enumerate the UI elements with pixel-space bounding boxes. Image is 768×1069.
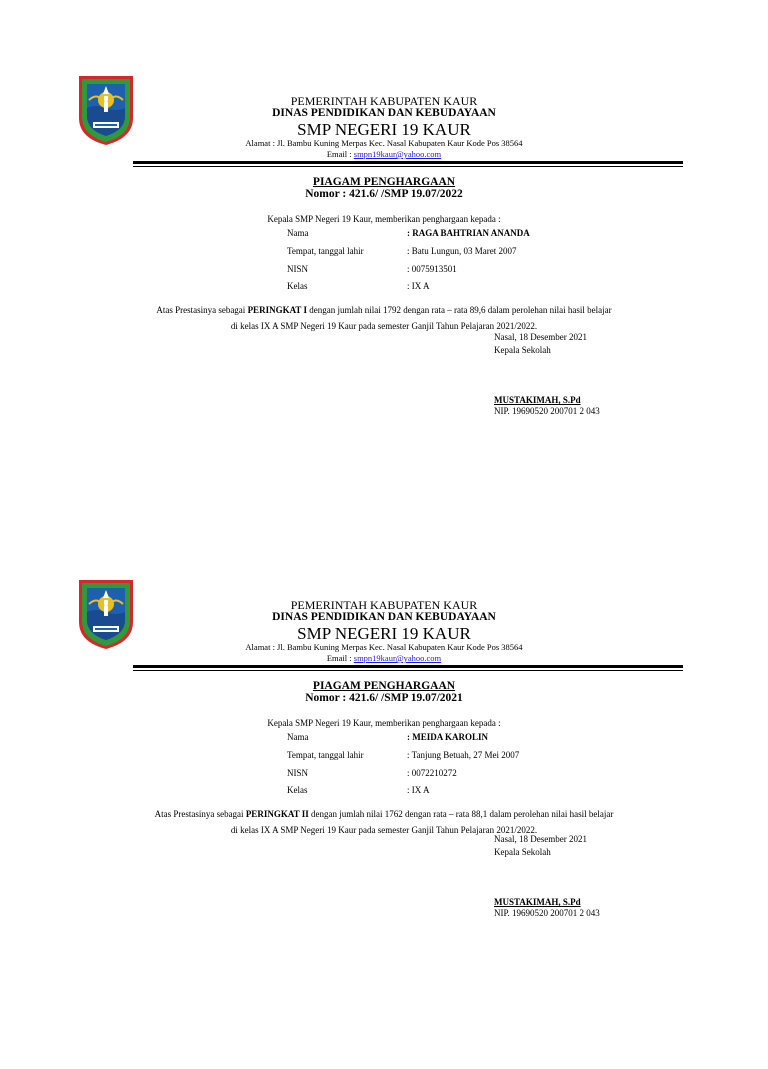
email-line: [0, 149, 768, 159]
certificate-title: PIAGAM PENGHARGAAN: [312, 176, 456, 188]
achievement-pre: Atas Prestasinya sebagai: [156, 305, 248, 315]
header-divider-thin: [133, 166, 683, 167]
achievement-pre: Atas Prestasinya sebagai: [154, 809, 246, 819]
achievement-rank: PERINGKAT I: [247, 305, 307, 315]
field-value-class: : IX A: [407, 785, 430, 795]
intro-text: Kepala SMP Negeri 19 Kaur, memberikan penghargaan kepada :: [267, 214, 501, 224]
school-name: SMP NEGERI 19 KAUR: [297, 624, 471, 643]
department-name: DINAS PENDIDIKAN DAN KEBUDAYAAN: [272, 611, 496, 623]
email-link[interactable]: smpn19kaur@yahoo.com: [353, 149, 442, 159]
certificate-number: Nomor : 421.6/ /SMP 19.07/2022: [305, 188, 463, 200]
field-label-birth: Tempat, tanggal lahir: [287, 750, 364, 760]
certificate-number: Nomor : 421.6/ /SMP 19.07/2021: [305, 692, 463, 704]
field-label-birth: Tempat, tanggal lahir: [287, 246, 364, 256]
place-date: Nasal, 18 Desember 2021: [494, 332, 587, 342]
field-value-class: : IX A: [407, 281, 430, 291]
header-divider-thick: [133, 665, 683, 668]
field-label-name: Nama: [287, 228, 309, 238]
achievement-rank: PERINGKAT II: [245, 809, 309, 819]
field-label-name: Nama: [287, 732, 309, 742]
government-name: PEMERINTAH KABUPATEN KAUR: [290, 94, 478, 108]
signer-nip: NIP. 19690520 200701 2 043: [494, 406, 600, 416]
department-name: DINAS PENDIDIKAN DAN KEBUDAYAAN: [272, 107, 496, 119]
intro-text: Kepala SMP Negeri 19 Kaur, memberikan penghargaan kepada :: [267, 718, 501, 728]
achievement-text-line2: di kelas IX A SMP Negeri 19 Kaur pada semester Ganjil Tahun Pelajaran 2021/2022.: [230, 321, 538, 331]
field-label-class: Kelas: [287, 785, 308, 795]
achievement-text-line1: [0, 809, 768, 819]
achievement-post: dengan jumlah nilai 1792 dengan rata – rata 89,6 dalam perolehan nilai hasil belajar: [307, 305, 612, 315]
achievement-text-line1: [0, 305, 768, 315]
school-address: Alamat : Jl. Bambu Kuning Merpas Kec. Nasal Kabupaten Kaur Kode Pos 38564: [245, 138, 523, 148]
email-link[interactable]: smpn19kaur@yahoo.com: [353, 653, 442, 663]
signer-position: Kepala Sekolah: [494, 847, 551, 857]
certificate-2: [0, 566, 768, 1069]
achievement-text-line2: di kelas IX A SMP Negeri 19 Kaur pada semester Ganjil Tahun Pelajaran 2021/2022.: [230, 825, 538, 835]
field-value-name: : MEIDA KAROLIN: [407, 732, 489, 742]
signer-nip: NIP. 19690520 200701 2 043: [494, 908, 600, 918]
email-line: [0, 653, 768, 663]
school-address: Alamat : Jl. Bambu Kuning Merpas Kec. Nasal Kabupaten Kaur Kode Pos 38564: [245, 642, 523, 652]
signer-name: MUSTAKIMAH, S.Pd: [494, 395, 581, 405]
place-date: Nasal, 18 Desember 2021: [494, 834, 587, 844]
field-value-nisn: : 0072210272: [407, 768, 457, 778]
email-label: Email :: [326, 653, 352, 663]
certificate-title: PIAGAM PENGHARGAAN: [312, 680, 456, 692]
field-value-nisn: : 0075913501: [407, 264, 457, 274]
certificate-1: [0, 62, 768, 565]
header-divider-thick: [133, 161, 683, 164]
government-name: PEMERINTAH KABUPATEN KAUR: [290, 598, 478, 612]
signer-name: MUSTAKIMAH, S.Pd: [494, 897, 581, 907]
field-value-name: : RAGA BAHTRIAN ANANDA: [407, 228, 530, 238]
email-label: Email :: [326, 149, 352, 159]
signer-position: Kepala Sekolah: [494, 345, 551, 355]
field-value-birth: : Tanjung Betuah, 27 Mei 2007: [407, 750, 520, 760]
field-label-nisn: NISN: [287, 768, 309, 778]
field-label-nisn: NISN: [287, 264, 309, 274]
field-label-class: Kelas: [287, 281, 308, 291]
field-value-birth: : Batu Lungun, 03 Maret 2007: [407, 246, 517, 256]
achievement-post: dengan jumlah nilai 1762 dengan rata – rata 88,1 dalam perolehan nilai hasil belajar: [308, 809, 614, 819]
school-name: SMP NEGERI 19 KAUR: [297, 120, 471, 139]
header-divider-thin: [133, 670, 683, 671]
